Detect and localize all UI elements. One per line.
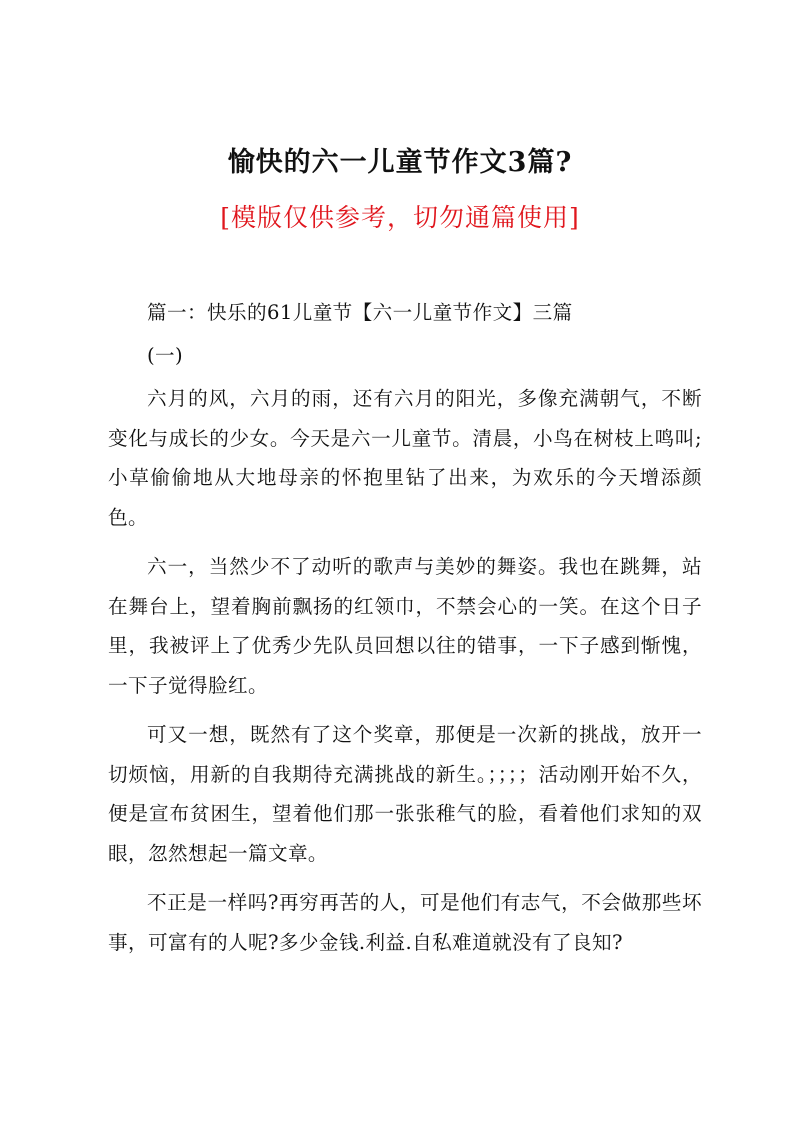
paragraph: 不正是一样吗?再穷再苦的人，可是他们有志气，不会做那些坏事，可富有的人呢?多少金钱.利益.自私难道就没有了良知?	[108, 891, 702, 954]
paragraph: 可又一想，既然有了这个奖章，那便是一次新的挑战，放开一切烦恼，用新的自我期待充满挑战的新生。；；；；活动刚开始不久，便是宣布贫困生，望着他们那一张张稚气的脸，看着他们求知的双眼，忽然想起一篇文章。	[108, 723, 702, 865]
section-heading: 篇一：快乐的61儿童节【六一儿童节作文】三篇	[147, 301, 573, 324]
paragraph: 六一，当然少不了动听的歌声与美妙的舞姿。我也在跳舞，站在舞台上，望着胸前飘扬的红领巾，不禁会心的一笑。在这个日子里，我被评上了优秀少先队员回想以往的错事，一下子感到惭愧，一下子觉得脸红。	[108, 555, 702, 697]
paragraph: 六月的风，六月的雨，还有六月的阳光，多像充满朝气，不断变化与成长的少女。今天是六一儿童节。清晨，小鸟在树枝上鸣叫;小草偷偷地从大地母亲的怀抱里钻了出来，为欢乐的今天增添颜色。	[108, 387, 702, 529]
essay-body	[108, 379, 702, 962]
document-title: 愉快的六一儿童节作文3篇?	[227, 147, 573, 178]
section-number: (一)	[147, 344, 184, 367]
template-disclaimer: [模版仅供参考，切勿通篇使用]	[220, 203, 580, 232]
